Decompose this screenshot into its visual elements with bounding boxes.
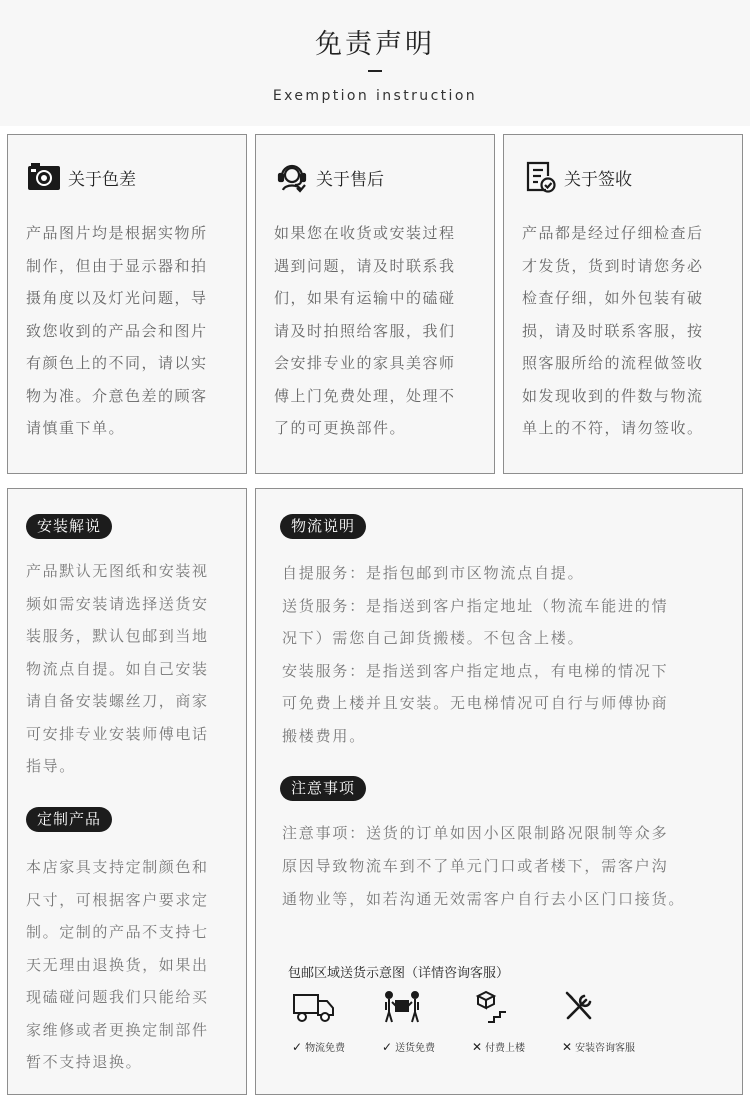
diagram-item: ✕ 安装咨询客服 <box>562 989 652 1054</box>
diagram-title: 包邮区域送货示意图（详情咨询客服） <box>288 966 510 981</box>
notice-text: 注意事项：送货的订单如因小区限制路况限制等众多 原因导致物流车到不了单元门口或者楼下，需客户沟 通物业等，如若沟通无效需客户自行去小区门口接货。 <box>282 824 686 908</box>
card-text: 产品图片均是根据实物所 制作，但由于显示器和拍 摄角度以及灯光问题，导 致您收到的产品会和图片 有颜色上的不同，请以实 物为准。介意色差的顾客 请慎重下单。 <box>26 224 208 437</box>
truck-icon <box>292 991 336 1027</box>
card-color-difference <box>7 134 247 474</box>
page-subtitle: Exemption instruction <box>272 88 478 104</box>
card-install-custom <box>7 488 247 1095</box>
delivery-diagram <box>282 989 682 1059</box>
card-title: 关于签收 <box>564 169 632 190</box>
diagram-item: ✓ 物流免费 <box>292 989 382 1054</box>
custom-text: 本店家具支持定制颜色和 尺寸，可根据客户要求定 制。定制的产品不支持七 天无理由退换货，如果出 现磕碰问题我们只能给买 家维修或者更换定制部件 暂不支持退换。 <box>26 858 209 1071</box>
card-header <box>522 159 632 195</box>
logistics-text: 自提服务：是指包邮到市区物流点自提。 送货服务：是指送到客户指定地址（物流车能进的情 况下）需您自己卸货搬楼。不包含上楼。 安装服务：是指送到客户指定地点，有电梯的情况下 可免费上楼并且安装。无电梯情况可自行与师傅协商 搬楼费用。 <box>282 564 669 745</box>
headset-icon <box>274 159 310 195</box>
install-label: 安装解说 <box>26 514 112 539</box>
page-title: 免责声明 <box>315 29 435 60</box>
card-sign-receipt <box>503 134 743 474</box>
card-header <box>26 159 136 195</box>
header <box>0 0 750 126</box>
camera-icon <box>26 159 62 195</box>
diagram-item: ✕ 付费上楼 <box>472 989 562 1054</box>
stairs-box-icon <box>472 990 510 1028</box>
notice-label: 注意事项 <box>280 776 366 801</box>
install-text: 产品默认无图纸和安装视 频如需安装请选择送货安 装服务，默认包邮到当地 物流点自提。如自己安装 请自备安装螺丝刀，商家 可安排专业安装师傅电话 指导。 <box>26 562 209 775</box>
card-text: 如果您在收货或安装过程 遇到问题，请及时联系我 们，如果有运输中的磕碰 请及时拍照给客服，我们 会安排专业的家具美容师 傅上门免费处理，处理不 了的可更换部件。 <box>274 224 456 437</box>
card-logistics <box>255 488 743 1095</box>
card-after-sale <box>255 134 495 474</box>
logistics-label: 物流说明 <box>280 514 366 539</box>
card-title: 关于售后 <box>316 169 384 190</box>
document-check-icon <box>522 159 558 195</box>
tools-icon <box>562 990 596 1028</box>
card-text: 产品都是经过仔细检查后 才发货，货到时请您务必 检查仔细，如外包装有破 损，请及时联系客服，按 照客服所给的流程做签收 如发现收到的件数与物流 单上的不符，请勿签收。 <box>522 224 704 437</box>
delivery-people-icon <box>382 990 422 1028</box>
card-header <box>274 159 384 195</box>
card-title: 关于色差 <box>68 169 136 190</box>
title-divider <box>368 70 382 72</box>
custom-label: 定制产品 <box>26 807 112 832</box>
diagram-item: ✓ 送货免费 <box>382 989 472 1054</box>
